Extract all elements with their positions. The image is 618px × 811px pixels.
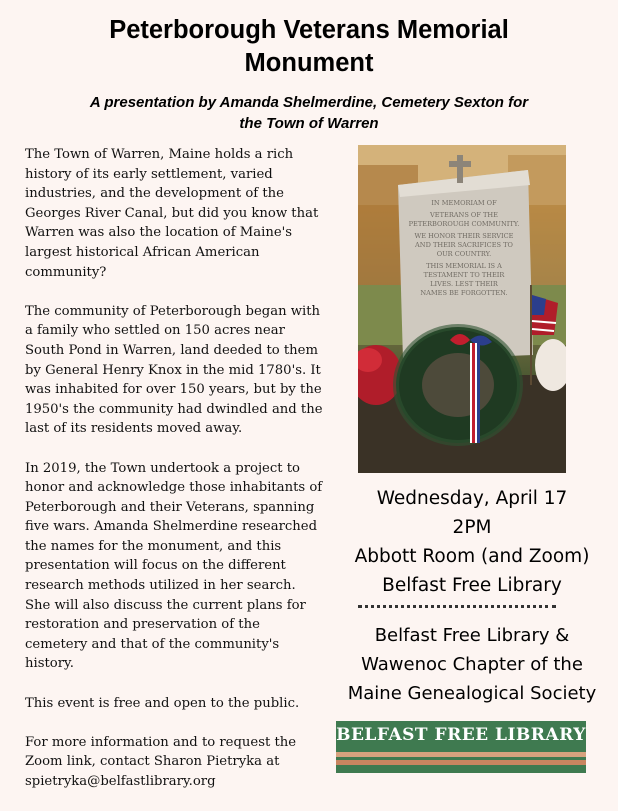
inscription-line-10: NAMES BE FORGOTTEN. [420, 289, 508, 297]
sponsor-line-1: Belfast Free Library & [374, 625, 570, 646]
paragraph-contact: For more information and to request the Zoom link, contact Sharon Pietryka at spietryka@belfastlibrary.org [25, 734, 297, 789]
event-date: Wednesday, April 17 [376, 488, 568, 509]
paragraph-community: The community of Peterborough began with a family who settled on 150 acres near South Pond in Warren, land deeded to them by General Henry Knox in the mid 1780's. It was inhabited for over 150 years, but by the 1950's the community had dwindled and the last of its residents moved away. [25, 303, 323, 437]
logo-stripe-top [336, 752, 586, 757]
event-details [326, 484, 618, 600]
dotted-divider [358, 605, 556, 608]
event-venue: Belfast Free Library [382, 575, 562, 596]
logo-stripe-bottom [336, 760, 586, 765]
subtitle [40, 92, 578, 134]
sponsor-line-3: Maine Genealogical Society [347, 683, 597, 704]
sponsor-line-2: Wawenoc Chapter of the [361, 654, 583, 675]
sponsors [326, 621, 618, 708]
inscription-line-9: LIVES. LEST THEIR [430, 280, 498, 288]
library-logo-text: BELFAST FREE LIBRARY [336, 725, 586, 745]
subtitle-line-1: A presentation by Amanda Shelmerdine, Cemetery Sexton for [89, 94, 529, 111]
inscription-line-8: TESTAMENT TO THEIR [423, 271, 505, 279]
inscription-line-3: PETERBOROUGH COMMUNITY. [408, 220, 520, 228]
inscription-line-5: AND THEIR SACRIFICES TO [415, 241, 513, 249]
inscription-line-7: THIS MEMORIAL IS A [426, 262, 502, 270]
paragraph-free-event: This event is free and open to the public. [25, 695, 300, 711]
paragraph-history: The Town of Warren, Maine holds a rich history of its early settlement, varied industries, and the development of the Georges River Canal, but did you know that Warren was also the location of Maine's largest historical African American community? [25, 147, 319, 280]
inscription-line-2: VETERANS OF THE [430, 211, 498, 219]
description-column [25, 145, 325, 811]
inscription-line-4: WE HONOR THEIR SERVICE [414, 232, 514, 240]
monument-photo [358, 145, 566, 473]
library-logo [336, 721, 586, 773]
monument-photo-art [358, 145, 566, 473]
event-room: Abbott Room (and Zoom) [354, 546, 590, 567]
page-title [0, 14, 618, 80]
subtitle-line-2: the Town of Warren [239, 115, 379, 132]
inscription-line-1: IN MEMORIAM OF [431, 199, 497, 207]
paragraph-project: In 2019, the Town undertook a project to honor and acknowledge those inhabitants of Peterborough and their Veterans, spanning five wars. Amanda Shelmerdine researched the names for the monument, and this presentation will focus on the different research methods utilized in her search. She will also discuss the current plans for restoration and preservation of the cemetery and that of the community's history. [25, 460, 323, 672]
title-line-1: Peterborough Veterans Memorial [109, 16, 509, 44]
event-time: 2PM [452, 517, 492, 538]
title-line-2: Monument [244, 49, 374, 77]
inscription-line-6: OUR COUNTRY. [436, 250, 492, 258]
